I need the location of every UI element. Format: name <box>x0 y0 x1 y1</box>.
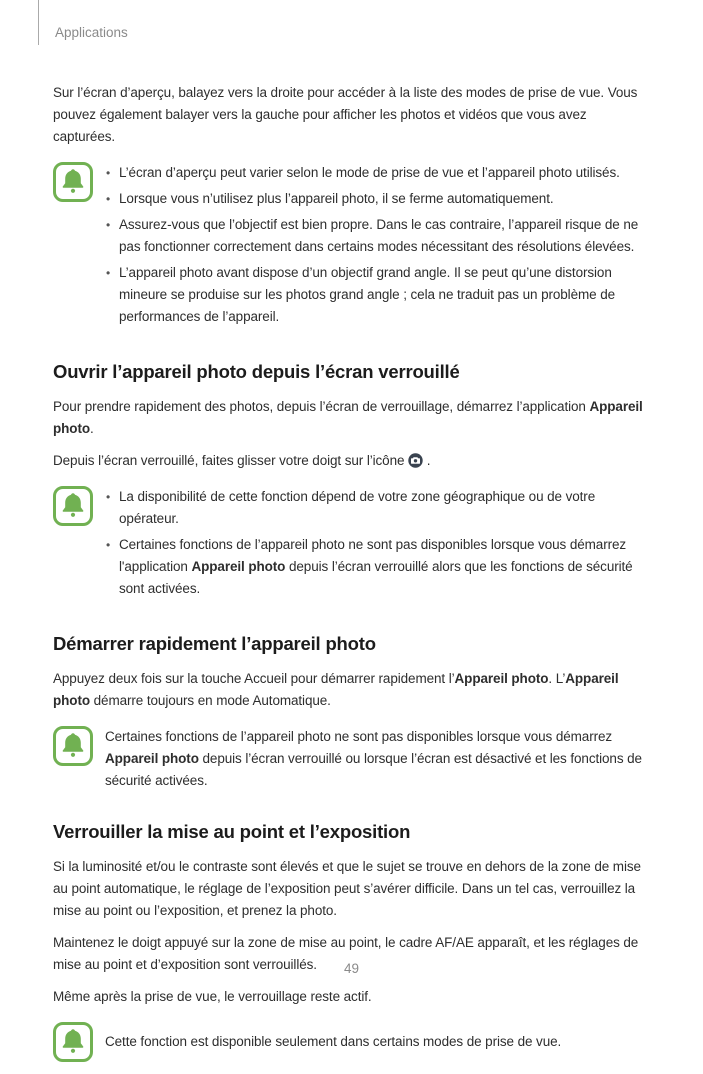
paragraph: Si la luminosité et/ou le contraste sont élevés et que le sujet se trouve en dehors de la zone de mise au point automatique, le réglage de l’exposition peut s’avérer difficile. Dans un tel cas, verrouillez la mise au point ou l’exposition, et prenez la photo. <box>53 859 641 918</box>
camera-circle-icon <box>408 453 423 468</box>
note-body <box>105 486 651 604</box>
page-content <box>53 82 651 1074</box>
note-text: Certaines fonctions de l’appareil photo ne sont pas disponibles lorsque vous démarrez Appareil photo depuis l’écran verrouillé ou lorsque l’écran est désactivé et les fonctions de sécurité activées. <box>105 729 642 788</box>
note-bullet: • Lorsque vous n’utilisez plus l’appareil photo, il se ferme automatiquement. <box>105 188 651 210</box>
note-bullet-list <box>105 162 651 332</box>
note-bullet: • La disponibilité de cette fonction dépend de votre zone géographique ou de votre opérateur. <box>105 486 651 530</box>
header-divider <box>38 0 39 45</box>
note-text: Cette fonction est disponible seulement dans certains modes de prise de vue. <box>105 1034 562 1049</box>
paragraph: Pour prendre rapidement des photos, depuis l’écran de verrouillage, démarrez l’application Appareil photo. <box>53 399 643 436</box>
section-title-quick-launch: Démarrer rapidement l’appareil photo <box>53 633 376 654</box>
notification-bell-icon <box>53 162 93 202</box>
notification-bell-icon <box>53 486 93 526</box>
page-number: 49 <box>343 961 360 976</box>
notification-bell-icon <box>53 726 93 766</box>
note-body <box>105 162 651 332</box>
intro-paragraph: Sur l’écran d’aperçu, balayez vers la droite pour accéder à la liste des modes de prise de vue. Vous pouvez également balayer vers la gauche pour afficher les photos et vidéos que vous avez capturées. <box>53 85 638 144</box>
paragraph: Appuyez deux fois sur la touche Accueil pour démarrer rapidement l’Appareil photo. L’Appareil photo démarre toujours en mode Automatique. <box>53 671 619 708</box>
note-bullet: • Certaines fonctions de l’appareil photo ne sont pas disponibles lorsque vous démarrez l'application Appareil photo depuis l’écran verrouillé alors que les fonctions de sécurité sont activées. <box>105 534 651 600</box>
note-body <box>105 1022 651 1062</box>
note-bullet: • L’écran d’aperçu peut varier selon le mode de prise de vue et l’appareil photo utilisés. <box>105 162 651 184</box>
paragraph: Depuis l’écran verrouillé, faites glisser votre doigt sur l’icône . <box>53 453 431 468</box>
paragraph: Même après la prise de vue, le verrouillage reste actif. <box>53 989 372 1004</box>
note-bullet: • Assurez-vous que l’objectif est bien propre. Dans le cas contraire, l’appareil risque de ne pas fonctionner correctement dans certains modes nécessitant des résolutions élevées. <box>105 214 651 258</box>
note-box-lock-screen <box>53 486 651 604</box>
note-box-quick-launch <box>53 726 651 792</box>
note-bullet: • L’appareil photo avant dispose d’un objectif grand angle. Il se peut qu’une distorsion mineure se produise sur les photos grand angle ; cela ne traduit pas un problème de performances de l’appareil. <box>105 262 651 328</box>
note-bullet-list <box>105 486 651 604</box>
chapter-title: Applications <box>55 25 128 40</box>
section-title-lock-screen: Ouvrir l’appareil photo depuis l’écran verrouillé <box>53 361 460 382</box>
section-title-af-ae: Verrouiller la mise au point et l’exposition <box>53 821 411 842</box>
note-box-preview <box>53 162 651 332</box>
notification-bell-icon <box>53 1022 93 1062</box>
paragraph: Maintenez le doigt appuyé sur la zone de mise au point, le cadre AF/AE apparaît, et les réglages de mise au point et d’exposition sont verrouillés. <box>53 935 639 972</box>
note-body <box>105 726 651 792</box>
note-box-af-ae <box>53 1022 651 1062</box>
